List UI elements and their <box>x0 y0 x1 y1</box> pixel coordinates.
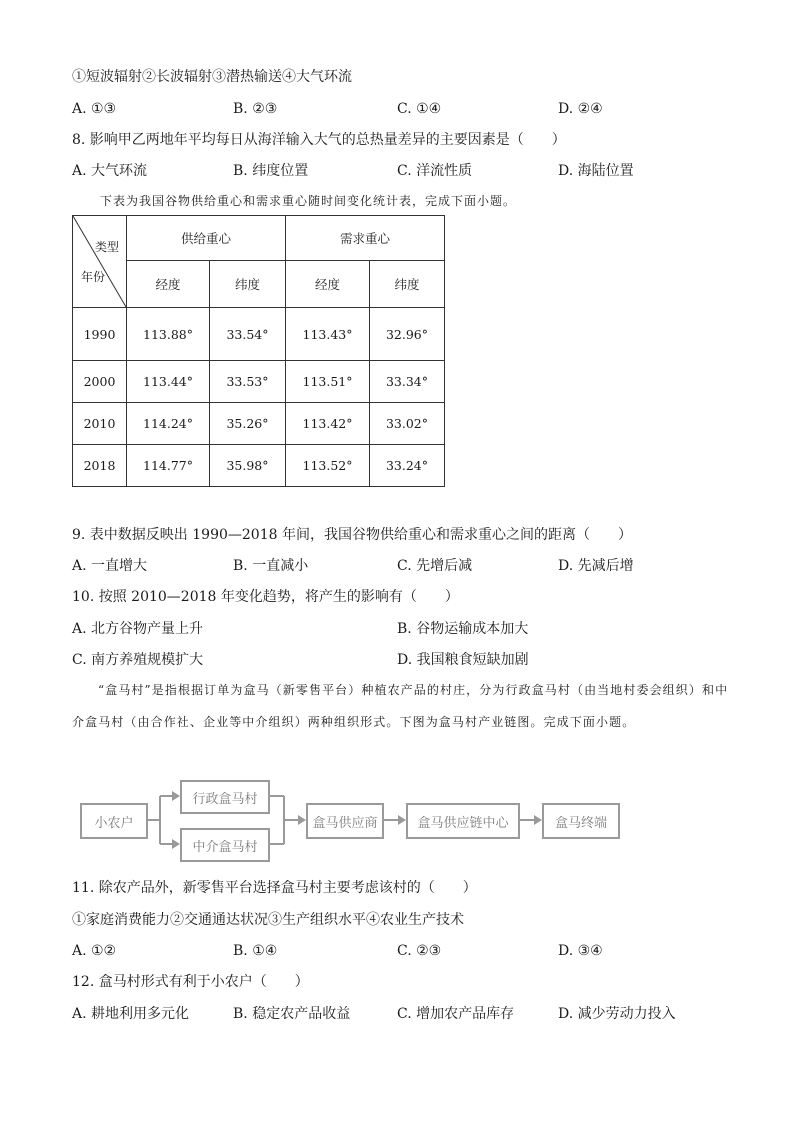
demand-lat: 33.24° <box>370 445 445 487</box>
q12-option-d[interactable]: D. 减少劳动力投入 <box>558 1006 676 1022</box>
q7-option-b[interactable]: B. ②③ <box>233 101 278 117</box>
supply-lat-header: 纬度 <box>210 261 286 308</box>
q12-option-b[interactable]: B. 稳定农产品收益 <box>233 1006 351 1022</box>
demand-lat: 33.34° <box>370 361 445 403</box>
corner-year-label: 年份 <box>81 270 106 284</box>
supply-header: 供给重心 <box>127 216 286 261</box>
row-year: 2010 <box>73 403 127 445</box>
q7-choices: ①短波辐射②长波辐射③潜热输送④大气环流 <box>72 69 352 85</box>
supply-lat: 35.98° <box>210 445 286 487</box>
table-row <box>73 308 445 361</box>
q11-option-a[interactable]: A. ①② <box>72 943 117 959</box>
q7-option-d[interactable]: D. ②④ <box>558 101 603 117</box>
demand-lat: 32.96° <box>370 308 445 361</box>
table-intro: 下表为我国谷物供给重心和需求重心随时间变化统计表，完成下面小题。 <box>100 194 517 208</box>
demand-lon: 113.52° <box>286 445 370 487</box>
demand-lon: 113.51° <box>286 361 370 403</box>
supply-lon: 114.24° <box>127 403 210 445</box>
table-row <box>73 403 445 445</box>
row-year: 2018 <box>73 445 127 487</box>
demand-lon-header: 经度 <box>286 261 370 308</box>
q10-option-b[interactable]: B. 谷物运输成本加大 <box>397 621 529 637</box>
row-year: 2000 <box>73 361 127 403</box>
q11-option-d[interactable]: D. ③④ <box>558 943 603 959</box>
supply-lon-header: 经度 <box>127 261 210 308</box>
hema-intro <box>72 674 732 738</box>
q8-stem: 8. 影响甲乙两地年平均每日从海洋输入大气的总热量差异的主要因素是（ ） <box>72 132 566 148</box>
demand-header: 需求重心 <box>286 216 445 261</box>
q11-option-b[interactable]: B. ①④ <box>233 943 278 959</box>
q9-option-d[interactable]: D. 先减后增 <box>558 558 634 574</box>
q10-option-d[interactable]: D. 我国粮食短缺加剧 <box>397 652 529 668</box>
table-row <box>73 445 445 487</box>
demand-lat: 33.02° <box>370 403 445 445</box>
q7-option-c[interactable]: C. ①④ <box>397 101 442 117</box>
supply-lat: 33.53° <box>210 361 286 403</box>
q12-option-a[interactable]: A. 耕地利用多元化 <box>72 1006 190 1022</box>
gravity-center-table <box>72 215 445 487</box>
supply-lon: 113.44° <box>127 361 210 403</box>
hema-flow-diagram <box>72 770 632 870</box>
supply-lat: 35.26° <box>210 403 286 445</box>
supply-lon: 114.77° <box>127 445 210 487</box>
supply-center-box: 盒马供应链中心 <box>406 803 520 839</box>
demand-lon: 113.43° <box>286 308 370 361</box>
q8-option-b[interactable]: B. 纬度位置 <box>233 163 309 179</box>
demand-lon: 113.42° <box>286 403 370 445</box>
diagonal-line <box>73 216 126 307</box>
q11-option-c[interactable]: C. ②③ <box>397 943 442 959</box>
terminal-box: 盒马终端 <box>542 803 620 839</box>
q12-option-c[interactable]: C. 增加农产品库存 <box>397 1006 515 1022</box>
q10-option-a[interactable]: A. 北方谷物产量上升 <box>72 621 204 637</box>
table-corner-cell <box>73 216 127 308</box>
q9-option-c[interactable]: C. 先增后减 <box>397 558 473 574</box>
supplier-box: 盒马供应商 <box>306 803 384 839</box>
q9-option-b[interactable]: B. 一直减小 <box>233 558 309 574</box>
q8-option-a[interactable]: A. 大气环流 <box>72 163 148 179</box>
supply-lat: 33.54° <box>210 308 286 361</box>
row-year: 1990 <box>73 308 127 361</box>
q8-option-d[interactable]: D. 海陆位置 <box>558 163 634 179</box>
demand-lat-header: 纬度 <box>370 261 445 308</box>
q12-stem: 12. 盒马村形式有利于小农户（ ） <box>72 974 309 990</box>
q9-stem: 9. 表中数据反映出 1990—2018 年间，我国谷物供给重心和需求重心之间的距离（ ） <box>72 527 632 543</box>
q11-stem: 11. 除农产品外，新零售平台选择盒马村主要考虑该村的（ ） <box>72 880 477 896</box>
agency-village-box: 中介盒马村 <box>180 828 270 862</box>
table-row <box>73 361 445 403</box>
q8-option-c[interactable]: C. 洋流性质 <box>397 163 473 179</box>
supply-lon: 113.88° <box>127 308 210 361</box>
q9-option-a[interactable]: A. 一直增大 <box>72 558 148 574</box>
q11-choices: ①家庭消费能力②交通通达状况③生产组织水平④农业生产技术 <box>72 912 464 928</box>
admin-village-box: 行政盒马村 <box>180 780 270 814</box>
q10-option-c[interactable]: C. 南方养殖规模扩大 <box>72 652 204 668</box>
q7-option-a[interactable]: A. ①③ <box>72 101 117 117</box>
q10-stem: 10. 按照 2010—2018 年变化趋势，将产生的影响有（ ） <box>72 589 459 605</box>
corner-type-label: 类型 <box>94 240 119 254</box>
hema-intro-text: “盒马村”是指根据订单为盒马（新零售平台）种植农产品的村庄，分为行政盒马村（由当地村委会组织）和中介盒马村（由合作社、企业等中介组织）两种组织形式。下图为盒马村产业链图。完成下面小题。 <box>72 683 729 729</box>
farmer-box: 小农户 <box>80 803 148 839</box>
